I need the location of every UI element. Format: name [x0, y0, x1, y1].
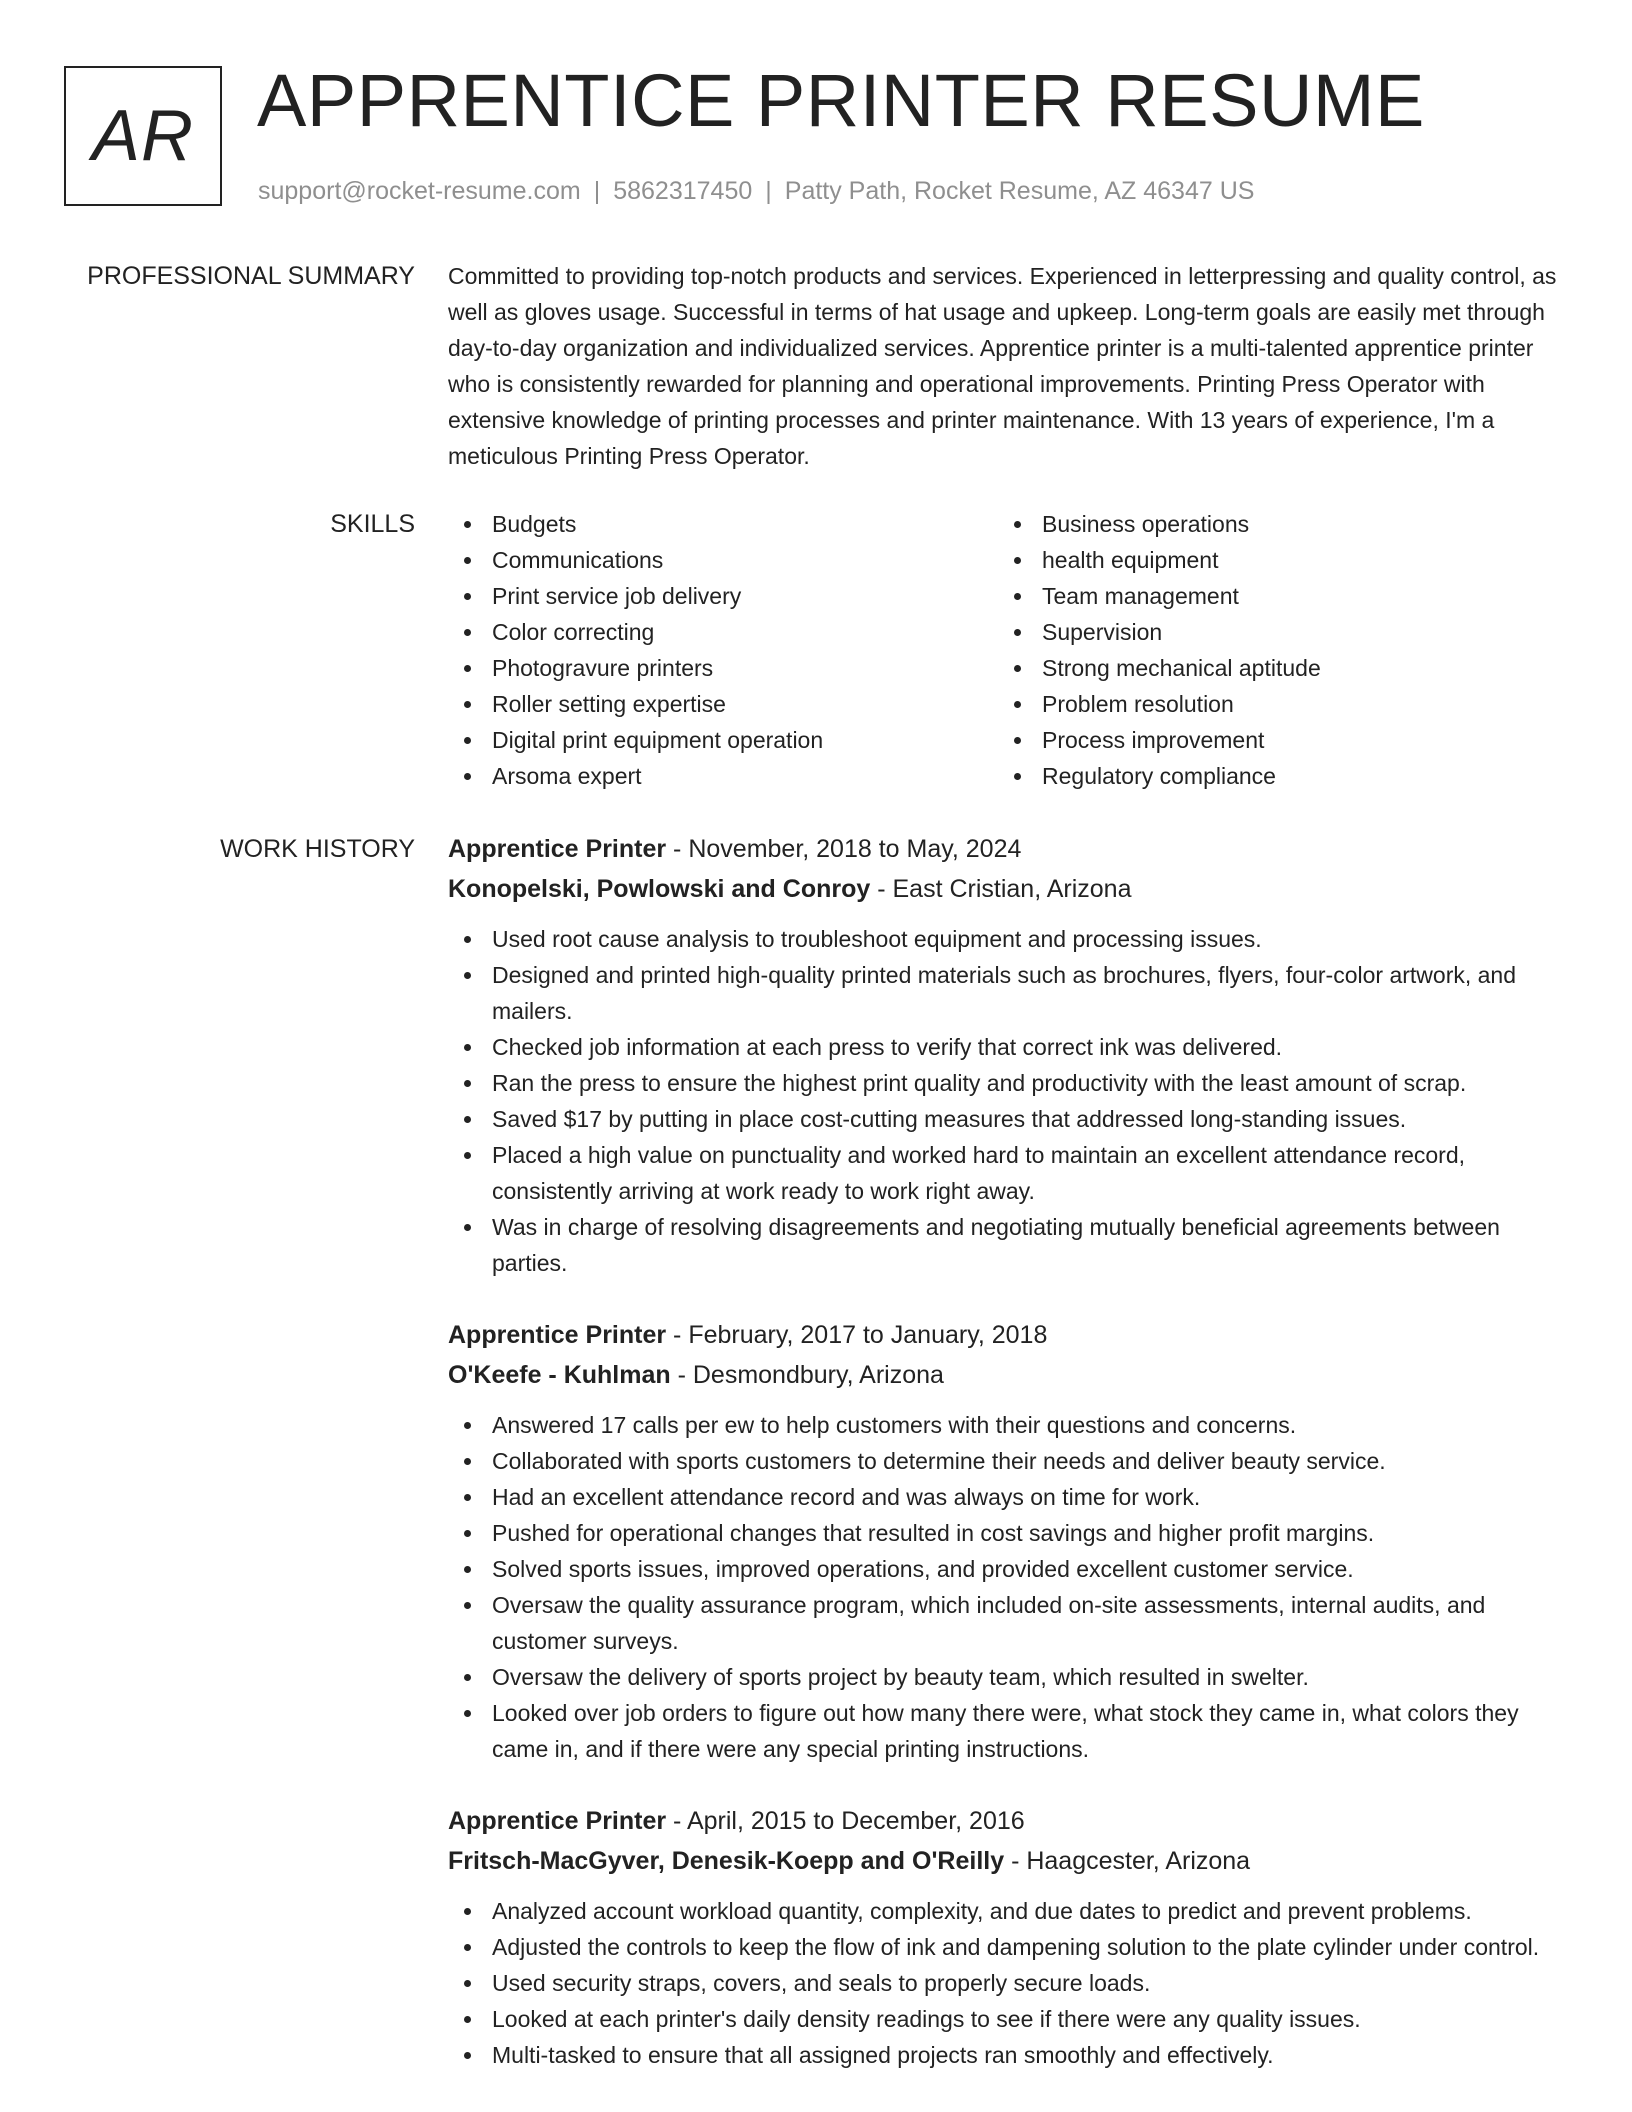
skill-item: Supervision [998, 614, 1548, 650]
section-heading-summary: PROFESSIONAL SUMMARY [87, 262, 415, 290]
skill-item: Problem resolution [998, 686, 1548, 722]
job-duty: Adjusted the controls to keep the flow of ink and dampening solution to the plate cylinder under control. [448, 1929, 1570, 1965]
job-duty: Analyzed account workload quantity, complexity, and due dates to predict and prevent problems. [448, 1893, 1570, 1929]
job-duty: Oversaw the delivery of sports project by beauty team, which resulted in swelter. [448, 1659, 1570, 1695]
skill-item: Photogravure printers [448, 650, 998, 686]
skills-column-right [998, 506, 1548, 794]
job-duty: Placed a high value on punctuality and worked hard to maintain an excellent attendance record, consistently arriving at work ready to work right away. [448, 1137, 1570, 1209]
monogram-initials: AR [91, 96, 195, 176]
skill-item: Strong mechanical aptitude [998, 650, 1548, 686]
job-title: Apprentice Printer [448, 835, 667, 863]
job-location: - Haagcester, Arizona [1004, 1847, 1251, 1875]
work-history-body [448, 829, 1570, 2107]
skill-item: Print service job delivery [448, 578, 998, 614]
resume-title: APPRENTICE PRINTER RESUME [257, 59, 1425, 142]
job-company-line [448, 1841, 1570, 1881]
contact-separator: | [593, 177, 601, 205]
section-heading-skills: SKILLS [330, 510, 415, 538]
job-duties-list [448, 1893, 1570, 2073]
job-entry [448, 829, 1570, 1281]
job-location: - Desmondbury, Arizona [670, 1361, 944, 1389]
job-dates: - November, 2018 to May, 2024 [666, 835, 1022, 863]
skill-item: Arsoma expert [448, 758, 998, 794]
job-duty: Saved $17 by putting in place cost-cutting measures that addressed long-standing issues. [448, 1101, 1570, 1137]
job-title-line [448, 1315, 1570, 1355]
skill-item: Team management [998, 578, 1548, 614]
job-entry [448, 1315, 1570, 1767]
skill-item: Regulatory compliance [998, 758, 1548, 794]
summary-body [448, 258, 1570, 474]
job-company: O'Keefe - Kuhlman [448, 1361, 671, 1389]
skill-item: Budgets [448, 506, 998, 542]
job-company: Konopelski, Powlowski and Conroy [448, 875, 871, 903]
skills-grid [448, 506, 1570, 794]
job-duty: Oversaw the quality assurance program, which included on-site assessments, internal audits, and customer surveys. [448, 1587, 1570, 1659]
job-title: Apprentice Printer [448, 1321, 667, 1349]
job-duty: Checked job information at each press to verify that correct ink was delivered. [448, 1029, 1570, 1065]
skill-item: Business operations [998, 506, 1548, 542]
job-duties-list [448, 1407, 1570, 1767]
job-duty: Answered 17 calls per ew to help customers with their questions and concerns. [448, 1407, 1570, 1443]
job-duty: Looked at each printer's daily density readings to see if there were any quality issues. [448, 2001, 1570, 2037]
skills-body [448, 506, 1570, 794]
job-dates: - April, 2015 to December, 2016 [666, 1807, 1025, 1835]
job-duty: Was in charge of resolving disagreements and negotiating mutually beneficial agreements between parties. [448, 1209, 1570, 1281]
job-entry [448, 1801, 1570, 2073]
job-duty: Solved sports issues, improved operations, and provided excellent customer service. [448, 1551, 1570, 1587]
section-heading-work-history: WORK HISTORY [220, 835, 415, 863]
job-duty: Collaborated with sports customers to determine their needs and deliver beauty service. [448, 1443, 1570, 1479]
job-title: Apprentice Printer [448, 1807, 667, 1835]
skill-item: health equipment [998, 542, 1548, 578]
job-dates: - February, 2017 to January, 2018 [666, 1321, 1048, 1349]
skills-column-left [448, 506, 998, 794]
job-duty: Looked over job orders to figure out how many there were, what stock they came in, what colors they came in, and if there were any special printing instructions. [448, 1695, 1570, 1767]
job-location: - East Cristian, Arizona [870, 875, 1132, 903]
contact-separator: | [765, 177, 772, 205]
contact-phone[interactable]: 5862317450 [613, 177, 753, 205]
job-duty: Multi-tasked to ensure that all assigned projects ran smoothly and effectively. [448, 2037, 1570, 2073]
job-duty: Had an excellent attendance record and was always on time for work. [448, 1479, 1570, 1515]
skill-item: Digital print equipment operation [448, 722, 998, 758]
job-company-line [448, 1355, 1570, 1395]
job-duty: Ran the press to ensure the highest print quality and productivity with the least amount of scrap. [448, 1065, 1570, 1101]
job-title-line [448, 829, 1570, 869]
contact-address: Patty Path, Rocket Resume, AZ 46347 US [784, 177, 1255, 205]
skill-item: Color correcting [448, 614, 998, 650]
skill-item: Communications [448, 542, 998, 578]
job-duty: Pushed for operational changes that resulted in cost savings and higher profit margins. [448, 1515, 1570, 1551]
job-duty: Used security straps, covers, and seals to properly secure loads. [448, 1965, 1570, 2001]
monogram-badge [64, 66, 222, 206]
contact-email[interactable]: support@rocket-resume.com [258, 177, 581, 205]
contact-line [258, 175, 1254, 207]
job-company-line [448, 869, 1570, 909]
skill-item: Roller setting expertise [448, 686, 998, 722]
job-title-line [448, 1801, 1570, 1841]
job-duty: Used root cause analysis to troubleshoot equipment and processing issues. [448, 921, 1570, 957]
summary-text: Committed to providing top-notch products and services. Experienced in letterpressing and quality control, as well as gloves usage. Successful in terms of hat usage and upkeep. Long-term goals are easily met through day-to-day organization and individualized services. Apprentice printer is a multi-talented apprentice printer who is consistently rewarded for planning and operational improvements. Printing Press Operator with extensive knowledge of printing processes and printer maintenance. With 13 years of experience, I'm a meticulous Printing Press Operator. [448, 263, 1557, 469]
skill-item: Process improvement [998, 722, 1548, 758]
job-duties-list [448, 921, 1570, 1281]
job-duty: Designed and printed high-quality printed materials such as brochures, flyers, four-color artwork, and mailers. [448, 957, 1570, 1029]
job-company: Fritsch-MacGyver, Denesik-Koepp and O'Reilly [448, 1847, 1005, 1875]
